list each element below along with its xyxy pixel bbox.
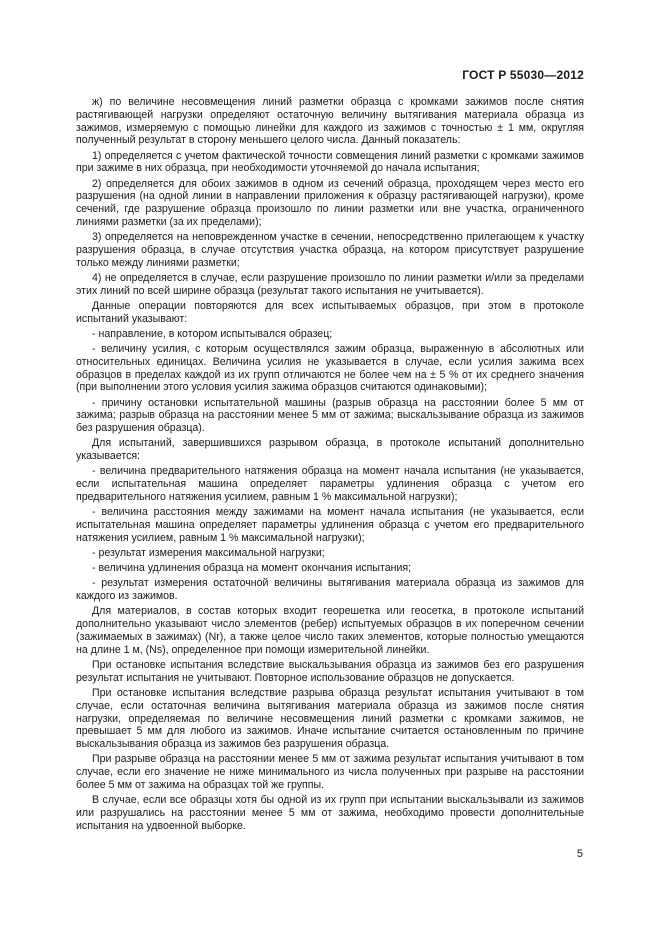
list-item-max-load: - результат измерения максимальной нагрузки;: [92, 546, 325, 559]
paragraph-rupture-stop: При остановке испытания вследствие разрыва образца результат испытания учитывают в том случае, если остаточная величина вытягивания материала образца из зажимов после снятия нагрузки, определяемая по величине несовмещения линий разметки с кромками зажимов, не превышает 5 мм для любого из зажимов. Иначе испытание считается остановленным по причине выскальзывания образца из зажимов без разрушения образца.: [76, 686, 584, 751]
document-body: [76, 96, 584, 835]
paragraph-operations: Данные операции повторяются для всех испытываемых образцов, при этом в протоколе испытаний указывают:: [76, 299, 584, 325]
paragraph-item-3: 3) определяется на неповрежденном участке в сечении, непосредственно прилегающем к участку разрушения образца, в случае отсутствия участка образца, на котором присутствует разрушение только между линиями разметки;: [76, 231, 584, 269]
list-item-clamp-distance: - величина расстояния между зажимами на момент начала испытания (не указывается, если испытательная машина определяет параметры удлинения образца с учетом его предварительного натяжения усилием, равным 1 % максимальной нагрузки);: [76, 506, 584, 544]
paragraph-geogrid: Для материалов, в состав которых входит георешетка или геосетка, в протоколе испытаний дополнительно указывают число элементов (ребер) испытуемых образцов в их поперечном сечении (зажимаемых в зажимах) (Nr), а также целое число таких элементов, которые полностью умещаются на длине 1 м, (Ns), определенное при помощи измерительной линейки.: [76, 605, 584, 656]
paragraph-slip-stop: При остановке испытания вследствие выскальзывания образца из зажимов без его разрушения результат испытания не учитывают. Повторное использование образцов не допускается.: [76, 658, 584, 684]
paragraph-double-sample: В случае, если все образцы хотя бы одной из их групп при испытании выскальзывали из зажимов или разрушались на расстоянии менее 5 мм от зажима, необходимо провести дополнительные испытания на удвоенной выборке.: [76, 794, 584, 832]
paragraph-item-4: 4) не определяется в случае, если разрушение произошло по линии разметки и/или за пределами этих линий по всей ширине образца (результат такого испытания не учитывается).: [76, 271, 584, 297]
paragraph-rupture-tests: Для испытаний, завершившихся разрывом образца, в протоколе испытаний дополнительно указывается:: [76, 437, 584, 463]
paragraph-zh: ж) по величине несовмещения линий разметки образца с кромками зажимов после снятия растягивающей нагрузки определяют остаточную величину вытягивания материала образца из зажимов, измеряемую с помощью линейки для каждого из зажимов с точностью ± 1 мм, округляя полученный результат в сторону меньшего целого числа. Данный показатель:: [76, 96, 584, 147]
list-item-direction: - направление, в котором испытывался образец;: [92, 327, 333, 340]
page-number: 5: [576, 848, 583, 860]
paragraph-near-clamp-rupture: При разрыве образца на расстоянии менее 5 мм от зажима результат испытания учитывают в том случае, если его значение не ниже минимального из числа полученных при разрыве на расстоянии более 5 мм от зажима на образцах той же группы.: [76, 753, 584, 791]
list-item-elongation: - величина удлинения образца на момент окончания испытания;: [92, 562, 412, 575]
list-item-pretension: - величина предварительного натяжения образца на момент начала испытания (не указывается, если испытательная машина определяет параметры удлинения образца с учетом его предварительного натяжения усилием, равным 1 % максимальной нагрузки);: [76, 465, 584, 504]
list-item-clamp-force: - величину усилия, с которым осуществлялся зажим образца, выраженную в абсолютных или относительных единицах. Величина усилия не указывается в случае, если усилия зажима всех образцов в пределах каждой из их групп отличаются не более чем на ± 5 % от их среднего значения (при выполнении этого условия усилия зажима образцов считаются одинаковыми);: [76, 343, 584, 394]
document-header: ГОСТ Р 55030—2012: [462, 68, 584, 82]
list-item-stop-reason: - причину остановки испытательной машины (разрыв образца на расстоянии более 5 мм от зажима; разрыв образца на расстоянии менее 5 мм от зажима; выскальзывание образца из зажимов без разрушения образца).: [76, 396, 584, 435]
paragraph-item-2: 2) определяется для обоих зажимов в одном из сечений образца, проходящем через место его разрушения (на одной линии в направлении приложения к образцу растягивающей нагрузки), кроме сечений, где разрушение образца произошло по линии разметки или вне участка, ограниченного линиями разметки (за их пределами);: [76, 177, 584, 228]
paragraph-item-1: 1) определяется с учетом фактической точности совмещения линий разметки с кромками зажимов при зажиме в них образца, при необходимости уточняемой до начала испытания;: [76, 149, 584, 175]
list-item-residual-slip: - результат измерения остаточной величины вытягивания материала образца из зажимов для каждого из зажимов.: [76, 577, 584, 603]
